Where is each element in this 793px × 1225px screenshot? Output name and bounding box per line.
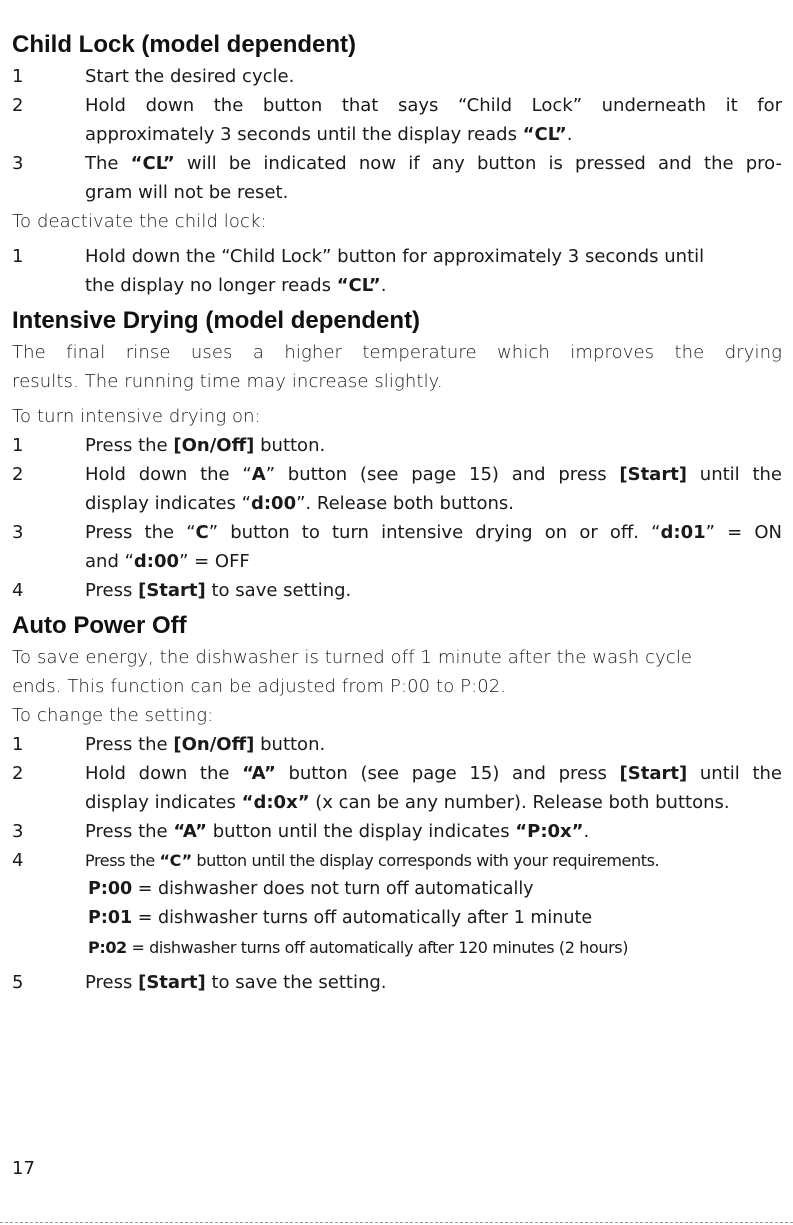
intensive-drying-heading: Intensive Drying (model dependent) [12,307,421,334]
display-code: “CL” [130,153,175,174]
list-item: 1 Press the [On/Off] button. [12,435,326,456]
option-line: P:01 = dishwasher turns off automatically after 1 minute [88,908,593,928]
page-number: 17 [12,1158,35,1179]
list-item: 2 Hold down the “A” button (see page 15) and press [Start] until the display indicates “d:0x” (x can be any number). Release both buttons. [12,763,782,813]
option-line: P:00 = dishwasher does not turn off automatically [88,879,534,899]
change-intro: To change the setting: [12,705,214,726]
start-key-label: [Start] [619,464,688,485]
page-edge-divider [0,1222,793,1224]
child-lock-section [12,28,782,300]
onoff-key-label: [On/Off] [173,435,255,456]
intro-text: results. The running time may increase slightly. [12,371,443,392]
intensive-drying-section [12,304,782,605]
list-item: 3 Press the “A” button until the display indicates “P:0x”. [12,821,590,842]
option-line: P:02 = dishwasher turns off automatically after 120 minutes (2 hours) [88,938,629,957]
display-code: “CL” [522,124,567,145]
list-item [12,62,782,91]
step-text: Hold down the “Child Lock” button for approximately 3 seconds until [85,246,705,267]
step-number: 2 [12,95,24,116]
child-lock-heading: Child Lock (model dependent) [12,31,357,58]
intro-text: ends. This function can be adjusted from P:00 to P:02. [12,676,507,697]
list-item: 5 Press [Start] to save the setting. [12,972,387,993]
step-number: 1 [12,246,24,267]
step-number: 1 [12,66,24,87]
display-code: “CL” [336,275,381,296]
step-number: 3 [12,153,24,174]
deactivate-intro: To deactivate the child lock: [12,211,267,232]
list-item: 4 Press [Start] to save setting. [12,580,352,601]
list-item: 2 Hold down the “A” button (see page 15) and press [Start] until the display indicates “d:00”. Release both buttons. [12,464,782,514]
list-item: 3 Press the “C” button to turn intensive drying on or off. “d:01” = ON and “d:00” = OFF [12,522,782,572]
step-text: Start the desired cycle. [85,66,295,87]
step-text: Hold down the button that says “Child Lock” underneath it for [85,95,782,116]
list-item: 4 Press the “C” button until the display corresponds with your requirements. [12,850,660,871]
manual-page [12,28,782,1001]
auto-power-off-heading: Auto Power Off [12,612,187,639]
intro-text: The final rinse uses a higher temperature which improves the drying [12,342,782,363]
list-item: 3 The “CL” will be indicated now if any button is pressed and the pro- gram will not be reset. [12,149,782,207]
auto-power-off-section [12,609,782,997]
intro-text: To save energy, the dishwasher is turned off 1 minute after the wash cycle [12,647,693,668]
list-item: 1 Hold down the “Child Lock” button for approximately 3 seconds until the display no longer reads “CL”. [12,242,782,300]
turn-on-intro: To turn intensive drying on: [12,406,261,427]
step-text: gram will not be reset. [85,182,289,203]
list-item: 2 Hold down the button that says “Child Lock” underneath it for approximately 3 seconds until the display reads “CL”. [12,91,782,149]
list-item: 1 Press the [On/Off] button. [12,734,326,755]
step-text: approximately 3 seconds until the display reads [85,124,523,145]
